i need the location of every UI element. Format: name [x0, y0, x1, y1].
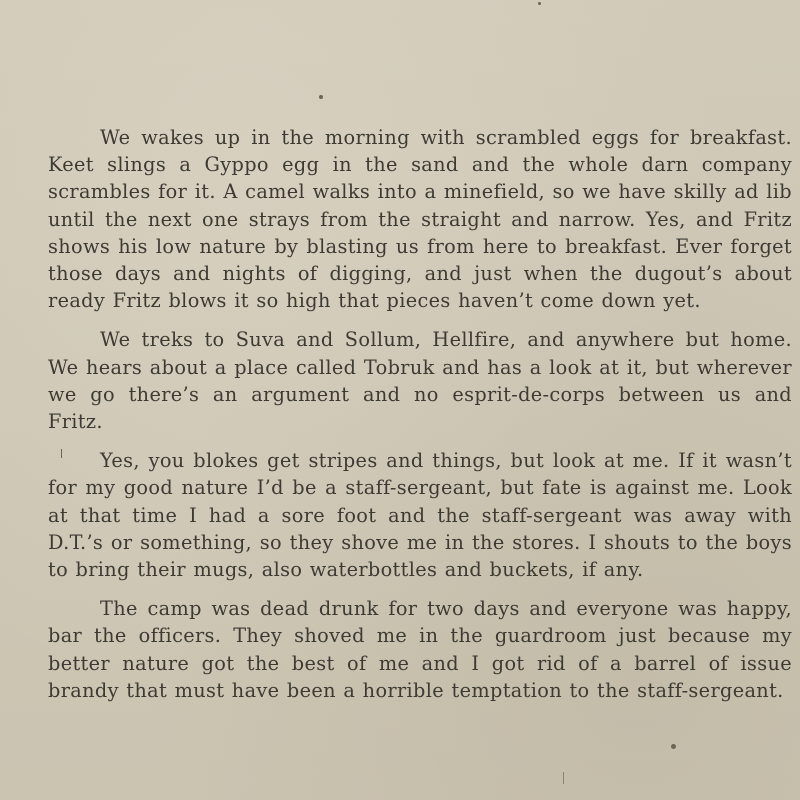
paper-speck — [563, 772, 564, 784]
paper-speck — [319, 95, 323, 99]
paper-speck — [671, 744, 676, 749]
paragraph-breakfast: We wakes up in the morning with scrambled eggs for breakfast. Keet slings a Gyppo egg in the sand and the whole darn company scrambles for it. A camel walks into a minefield, so we have skilly ad lib until the next one strays from the straight and narrow. Yes, and Fritz shows his low nature by blasting us from here to breakfast. Ever forget those days and nights of digging, and just when the dugout’s about ready Fritz blows it so high that pieces haven’t come down yet. — [48, 126, 792, 313]
paragraph-tobruk: We treks to Suva and Sollum, Hellfire, and anywhere but home. We hears about a place called Tobruk and has a look at it, but wherever we go there’s an argument and no esprit-de-corps between us and Fritz. — [48, 328, 792, 434]
paragraph-guardroom: The camp was dead drunk for two days and everyone was happy, bar the officers. They shoved me in the guardroom just because my better nature got the best of me and I got rid of a barrel of issue brandy that must have been a horrible temptation to the staff-sergeant. — [48, 597, 792, 702]
paper-speck — [538, 2, 541, 5]
document-body — [48, 124, 792, 716]
paragraph-stripes: Yes, you blokes get stripes and things, but look at me. If it wasn’t for my good nature I’d be a staff-sergeant, but fate is against me. Look at that time I had a sore foot and the staff-sergeant was away with D.T.’s or something, so they shove me in the stores. I shouts to the boys to bring their mugs, also waterbottles and buckets, if any. — [48, 449, 792, 582]
